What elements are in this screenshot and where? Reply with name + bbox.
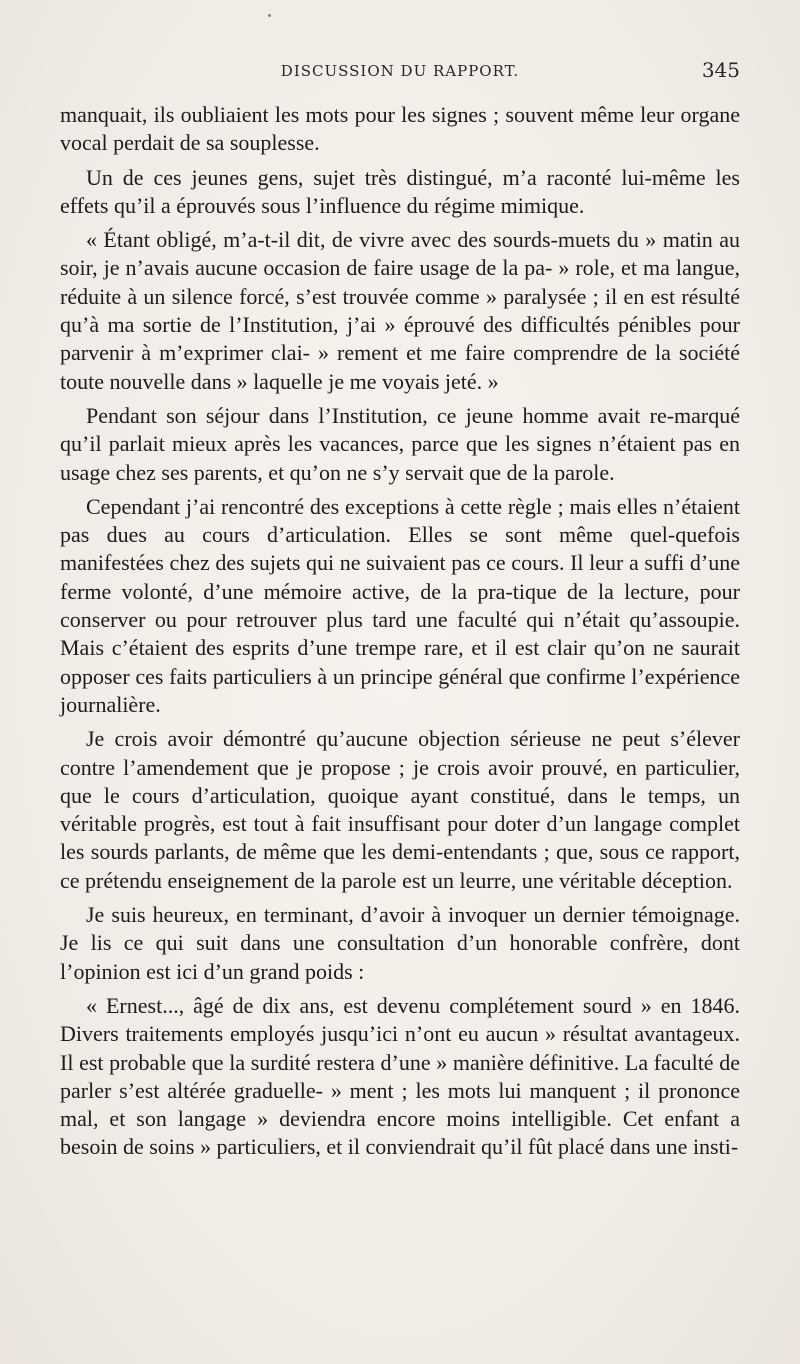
quotation-paragraph: « Étant obligé, m’a-t-il dit, de vivre avec des sourds-muets du » matin au soir, je n’avais aucune occasion de faire usage de la pa- » role, et ma langue, réduite à un silence forcé, s’est trouvée comme » paralysée ; il en est résulté qu’à ma sortie de l’Institution, j’ai » éprouvé des difficultés pénibles pour parvenir à m’exprimer clai- » rement et me faire comprendre de la société toute nouvelle dans » laquelle je me voyais jeté. » — [60, 227, 740, 394]
paragraph: Cependant j’ai rencontré des exceptions à cette règle ; mais elles n’étaient pas dues au cours d’articulation. Elles se sont même quel-quefois manifestées chez des sujets qui ne suivaient pas ce cours. Il leur a suffi d’une ferme volonté, d’une mémoire active, de la pra-tique de la lecture, pour conserver ou pour retrouver plus tard une faculté qui n’était qu’assoupie. Mais c’étaient des esprits d’une trempe rare, et il est clair qu’on ne saurait opposer ces faits particuliers à un principe général que confirme l’expérience journalière. — [60, 493, 740, 717]
body-text — [60, 101, 740, 1168]
page-header — [60, 58, 740, 88]
paragraph: Je crois avoir démontré qu’aucune objection sérieuse ne peut s’élever contre l’amendement que je propose ; je crois avoir prouvé, en particulier, que le cours d’articulation, quoique ayant constitué, dans le temps, un véritable progrès, est tout à fait insuffisant pour doter d’un langage complet les sourds parlants, de même que les demi-entendants ; que, sous ce rapport, ce prétendu enseignement de la parole est un leurre, une véritable déception. — [60, 726, 740, 893]
paragraph-continuation: manquait, ils oubliaient les mots pour les signes ; souvent même leur organe vocal perdait de sa souplesse. — [60, 102, 740, 156]
paragraph: Pendant son séjour dans l’Institution, ce jeune homme avait re-marqué qu’il parlait mieux après les vacances, parce que les signes n’étaient pas en usage chez ses parents, et qu’on ne s’y servait que de la parole. — [60, 402, 740, 485]
running-title: DISCUSSION DU RAPPORT. — [280, 62, 520, 80]
page-number: 345 — [701, 58, 740, 82]
ink-speck — [268, 14, 271, 17]
paragraph: Un de ces jeunes gens, sujet très distingué, m’a raconté lui-même les effets qu’il a éprouvés sous l’influence du régime mimique. — [60, 164, 740, 218]
quotation-paragraph: « Ernest..., âgé de dix ans, est devenu complétement sourd » en 1846. Divers traitements employés jusqu’ici n’ont eu aucun » résultat avantageux. Il est probable que la surdité restera d’une » manière définitive. La faculté de parler s’est altérée graduelle- » ment ; les mots lui manquent ; il prononce mal, et son langage » deviendra encore moins intelligible. Cet enfant a besoin de soins » particuliers, et il conviendrait qu’il fût placé dans une insti- — [60, 992, 740, 1160]
paragraph: Je suis heureux, en terminant, d’avoir à invoquer un dernier témoignage. Je lis ce qui suit dans une consultation d’un honorable confrère, dont l’opinion est ici d’un grand poids : — [60, 902, 740, 984]
